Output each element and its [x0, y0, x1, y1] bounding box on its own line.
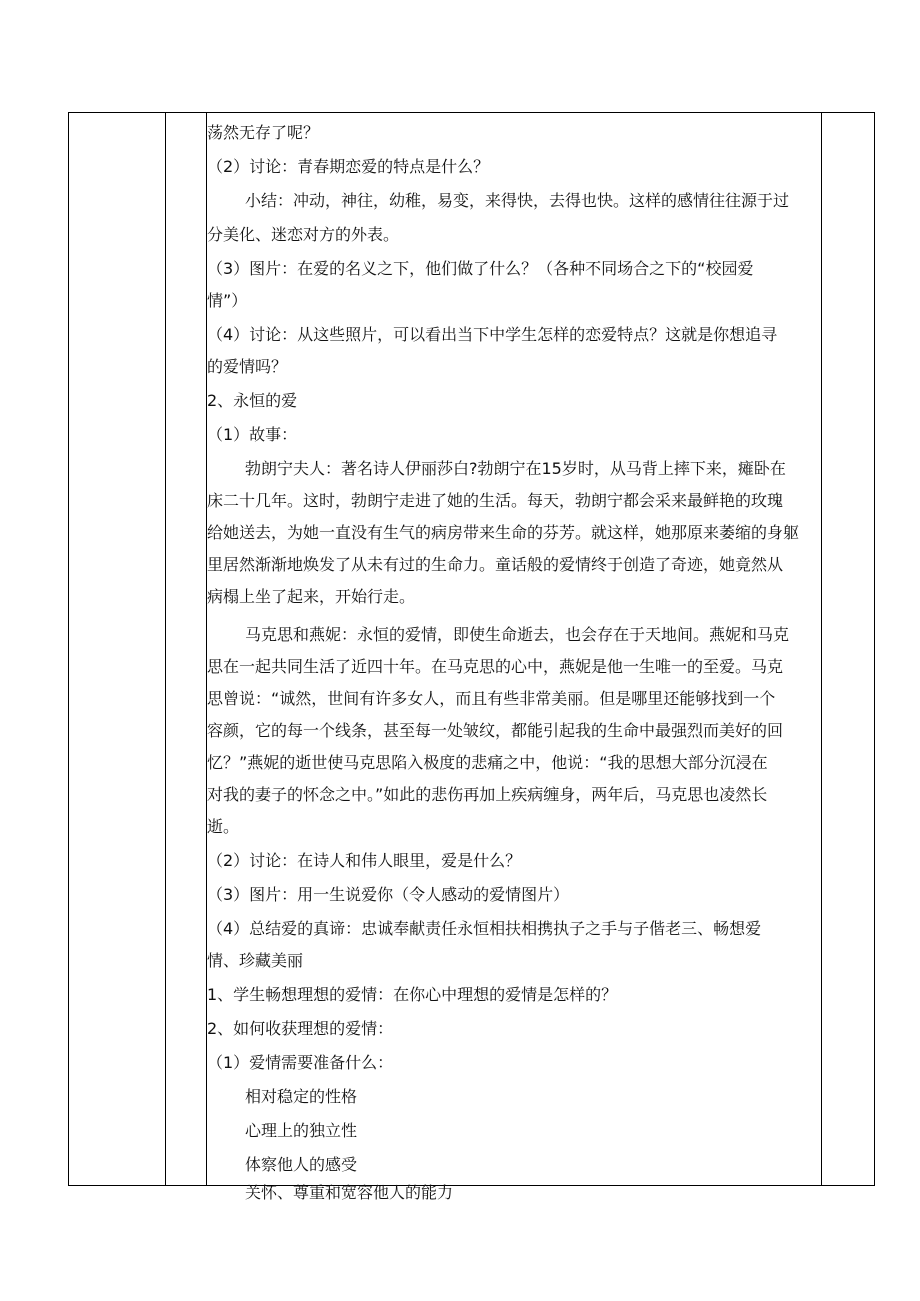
- text-line: 给她送去，为她一直没有生气的病房带来生命的芬芳。就这样，她那原来萎缩的身躯: [207, 523, 800, 542]
- text-line: 里居然渐渐地焕发了从未有过的生命力。童话般的爱情终于创造了奇迹，她竟然从: [207, 555, 784, 574]
- text-line: （3）图片：用一生说爱你（令人感动的爱情图片）: [207, 885, 570, 904]
- column-divider-1: [165, 113, 166, 1185]
- text-line: 病榻上坐了起来，开始行走。: [207, 587, 416, 606]
- text-line: 思曾说：“诚然，世间有许多女人，而且有些非常美丽。但是哪里还能够找到一个: [207, 689, 776, 708]
- text-line: 分美化、迷恋对方的外表。: [207, 225, 400, 244]
- text-line: 心理上的独立性: [245, 1121, 358, 1140]
- text-line: 的爱情吗？: [207, 357, 288, 376]
- text-line: （2）讨论：青春期恋爱的特点是什么？: [207, 157, 490, 176]
- text-line: 马克思和燕妮：永恒的爱情，即使生命逝去，也会存在于天地间。燕妮和马克: [245, 625, 790, 644]
- text-line: （3）图片：在爱的名义之下，他们做了什么？（各种不同场合之下的“校园爱: [207, 259, 754, 278]
- text-line: （2）讨论：在诗人和伟人眼里，爱是什么？: [207, 851, 522, 870]
- text-line: 忆？”燕妮的逝世使马克思陷入极度的悲痛之中，他说：“我的思想大部分沉浸在: [207, 753, 768, 772]
- text-line: 体察他人的感受: [245, 1155, 358, 1174]
- text-line: 情、珍藏美丽: [207, 951, 304, 970]
- text-line: 相对稳定的性格: [245, 1087, 358, 1106]
- text-line: 床二十几年。这时，勃朗宁走进了她的生活。每天，勃朗宁都会采来最鲜艳的玫瑰: [207, 491, 784, 510]
- text-line: 1、学生畅想理想的爱情：在你心中理想的爱情是怎样的？: [207, 985, 618, 1004]
- text-line: 情”）: [207, 291, 248, 310]
- text-line: （4）讨论：从这些照片，可以看出当下中学生怎样的恋爱特点？这就是你想追寻: [207, 325, 778, 344]
- text-line: 勃朗宁夫人：著名诗人伊丽莎白?勃朗宁在15岁时，从马背上摔下来，瘫卧在: [245, 459, 786, 478]
- text-line: 2、永恒的爱: [207, 391, 298, 410]
- text-line: 2、如何收获理想的爱情：: [207, 1019, 394, 1038]
- text-line: 荡然无存了呢？: [207, 123, 320, 142]
- text-line: 容颜，它的每一个线条，甚至每一处皱纹，都能引起我的生命中最强烈而美好的回: [207, 721, 784, 740]
- text-line: 关怀、尊重和宽容他人的能力: [245, 1183, 454, 1202]
- text-line: （1）故事：: [207, 425, 298, 444]
- text-line: 思在一起共同生活了近四十年。在马克思的心中，燕妮是他一生唯一的至爱。马克: [207, 657, 784, 676]
- document-content: [207, 113, 821, 1202]
- text-line: 对我的妻子的怀念之中。”如此的悲伤再加上疾病缠身，两年后，马克思也凌然长: [207, 785, 768, 804]
- text-line: 逝。: [207, 817, 240, 836]
- text-line: （1）爱情需要准备什么：: [207, 1053, 394, 1072]
- text-line: （4）总结爱的真谛：忠诚奉献责任永恒相扶相携执子之手与子偕老三、畅想爱: [207, 919, 762, 938]
- table-frame: [68, 112, 875, 1202]
- text-line: 小结：冲动，神往，幼稚，易变，来得快，去得也快。这样的感情往往源于过: [245, 191, 790, 210]
